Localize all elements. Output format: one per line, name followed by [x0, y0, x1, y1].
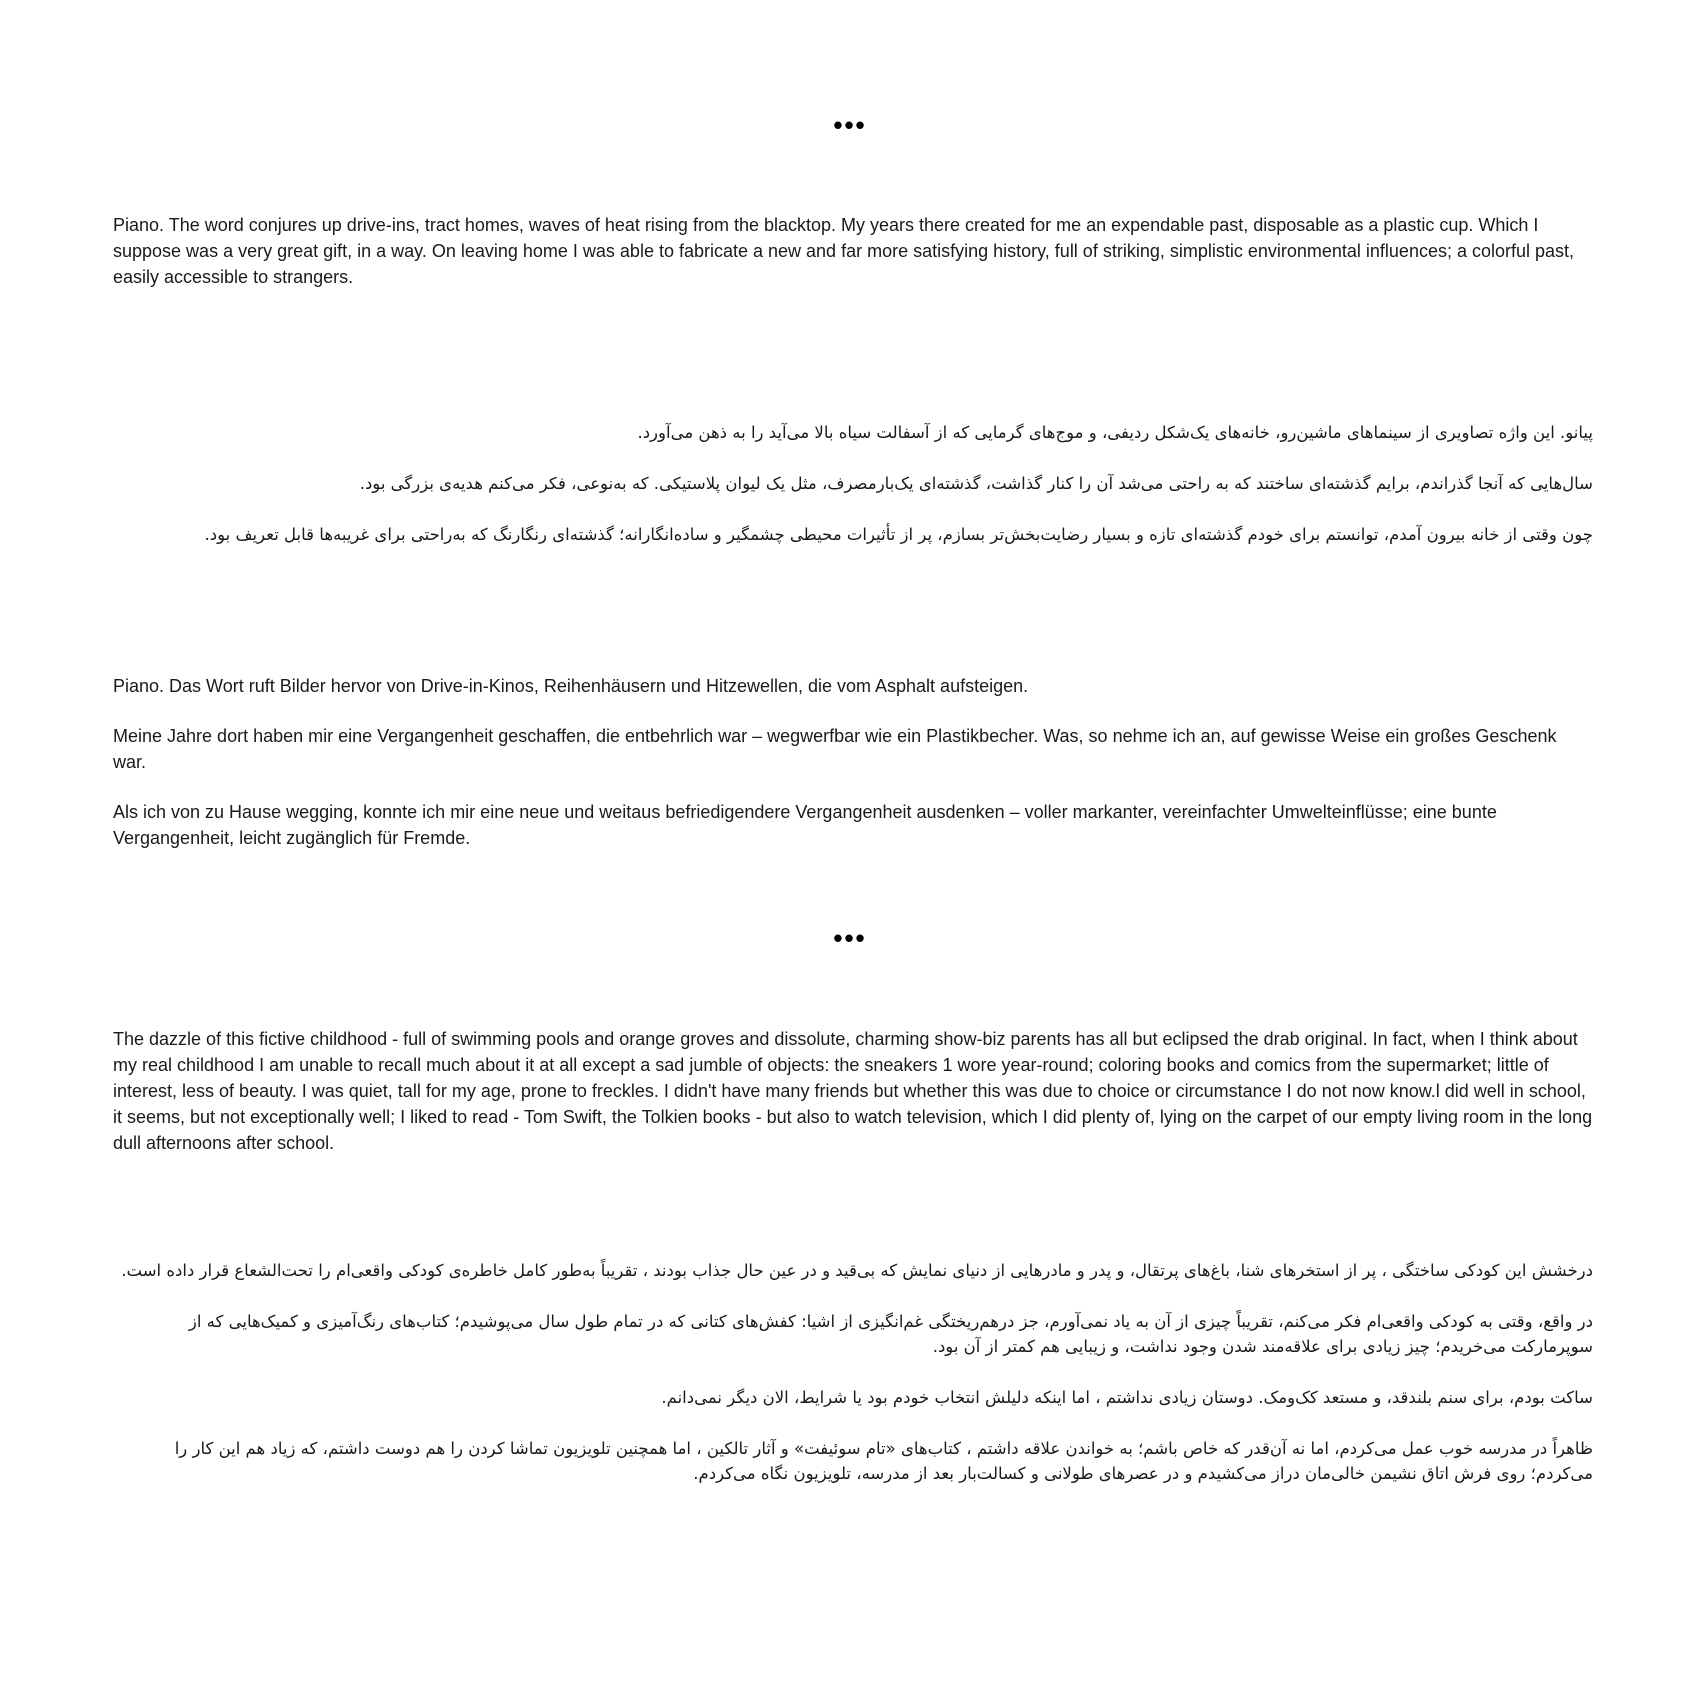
persian-paragraph-block-2 — [113, 1258, 1593, 1512]
paragraph: Piano. The word conjures up drive-ins, tract homes, waves of heat rising from the blacktop. My years there created for me an expendable past, disposable as a plastic cup. Which I suppose was a very great gift, in a way. On leaving home I was able to fabricate a new and far more satisfying history, full of striking, simplistic environmental influences; a colorful past, easily accessible to strangers. — [113, 215, 1575, 287]
paragraph: Als ich von zu Hause wegging, konnte ich mir eine neue und weitaus befriedigendere Vergangenheit ausdenken – voller markanter, vereinfachter Umwelteinflüsse; eine bunte Vergangenheit, leicht zugänglich für Fremde. — [113, 802, 1497, 848]
english-paragraph-block-1 — [113, 212, 1593, 314]
paragraph: Meine Jahre dort haben mir eine Vergangenheit geschaffen, die entbehrlich war – wegwerfbar wie ein Plastikbecher. Was, so nehme ich an, auf gewisse Weise ein großes Geschenk war. — [113, 726, 1557, 772]
section-separator: ••• — [833, 110, 867, 140]
paragraph: Piano. Das Wort ruft Bilder hervor von Drive-in-Kinos, Reihenhäusern und Hitzewellen, die vom Asphalt aufsteigen. — [113, 676, 1029, 696]
section-separator: ••• — [833, 923, 867, 953]
persian-paragraph-block-1 — [113, 420, 1593, 573]
paragraph: ساکت بودم، برای سنم بلندقد، و مستعد کک‌ومک. دوستان زیادی نداشتم ، اما اینکه دلیلش انتخاب خودم بود یا شرایط، الان دیگر نمی‌دانم. — [661, 1388, 1593, 1407]
paragraph: درخشش این کودکی ساختگی ، پر از استخرهای شنا، باغ‌های پرتقال، و پدر و مادرهایی از دنیای نمایش که بی‌قید و در عین حال جذاب بودند ، تقریباً به‌طور کامل خاطره‌ی کودکی واقعی‌ام را تحت‌الشعاع قرار داده است. — [121, 1261, 1593, 1280]
paragraph: ظاهراً در مدرسه خوب عمل می‌کردم، اما نه آن‌قدر که خاص باشم؛ به خواندن علاقه داشتم ، کتاب‌های «تام سوئیفت» و آثار تالکین ، اما همچنین تلویزیون تماشا کردن را هم دوست داشتم، که زیاد هم این کار را می‌کردم؛ روی فرش اتاق نشیمن خالی‌مان دراز می‌کشیدم و در عصرهای طولانی و کسالت‌بار بعد از مدرسه، تلویزیون نگاه می‌کردم. — [174, 1439, 1593, 1483]
german-paragraph-block — [113, 673, 1593, 875]
paragraph: چون وقتی از خانه بیرون آمدم، توانستم برای خودم گذشته‌ای تازه و بسیار رضایت‌بخش‌تر بسازم، پر از تأثیرات محیطی چشمگیر و ساده‌انگارانه؛ گذشته‌ای رنگارنگ که به‌راحتی برای غریبه‌ها قابل تعریف بود. — [204, 525, 1593, 544]
paragraph: در واقع، وقتی به کودکی واقعی‌ام فکر می‌کنم، تقریباً چیزی از آن به یاد نمی‌آورم، جز درهم‌ریختگی غم‌انگیزی از اشیا: کفش‌های کتانی که در تمام طول سال می‌پوشیدم؛ کتاب‌های رنگ‌آمیزی و کمیک‌هایی که از سوپرمارکت می‌خریدم؛ چیز زیادی برای علاقه‌مند شدن وجود نداشت، و زیبایی هم کمتر از آن بود. — [188, 1312, 1593, 1356]
paragraph: پیانو. این واژه تصاویری از سینماهای ماشین‌رو، خانه‌های یک‌شکل ردیفی، و موج‌های گرمایی که از آسفالت سیاه بالا می‌آید را به ذهن می‌آورد. — [637, 423, 1593, 442]
english-paragraph-block-2 — [113, 1026, 1593, 1180]
paragraph: The dazzle of this fictive childhood - full of swimming pools and orange groves and dissolute, charming show-biz parents has all but eclipsed the drab original. In fact, when I think about my real childhood I am unable to recall much about it at all except a sad jumble of objects: the sneakers 1 wore year-round; coloring books and comics from the supermarket; little of interest, less of beauty. I was quiet, tall for my age, prone to freckles. I didn't have many friends but whether this was due to choice or circumstance I do not now know.l did well in school, it seems, but not exceptionally well; I liked to read - Tom Swift, the Tolkien books - but also to watch television, which I did plenty of, lying on the carpet of our empty living room in the long dull afternoons after school. — [113, 1029, 1593, 1153]
paragraph: سال‌هایی که آنجا گذراندم، برایم گذشته‌ای ساختند که به راحتی می‌شد آن را کنار گذاشت، گذشته‌ای یک‌بارمصرف، مثل یک لیوان پلاستیکی. که به‌نوعی، فکر می‌کنم هدیه‌ی بزرگی بود. — [359, 474, 1593, 493]
